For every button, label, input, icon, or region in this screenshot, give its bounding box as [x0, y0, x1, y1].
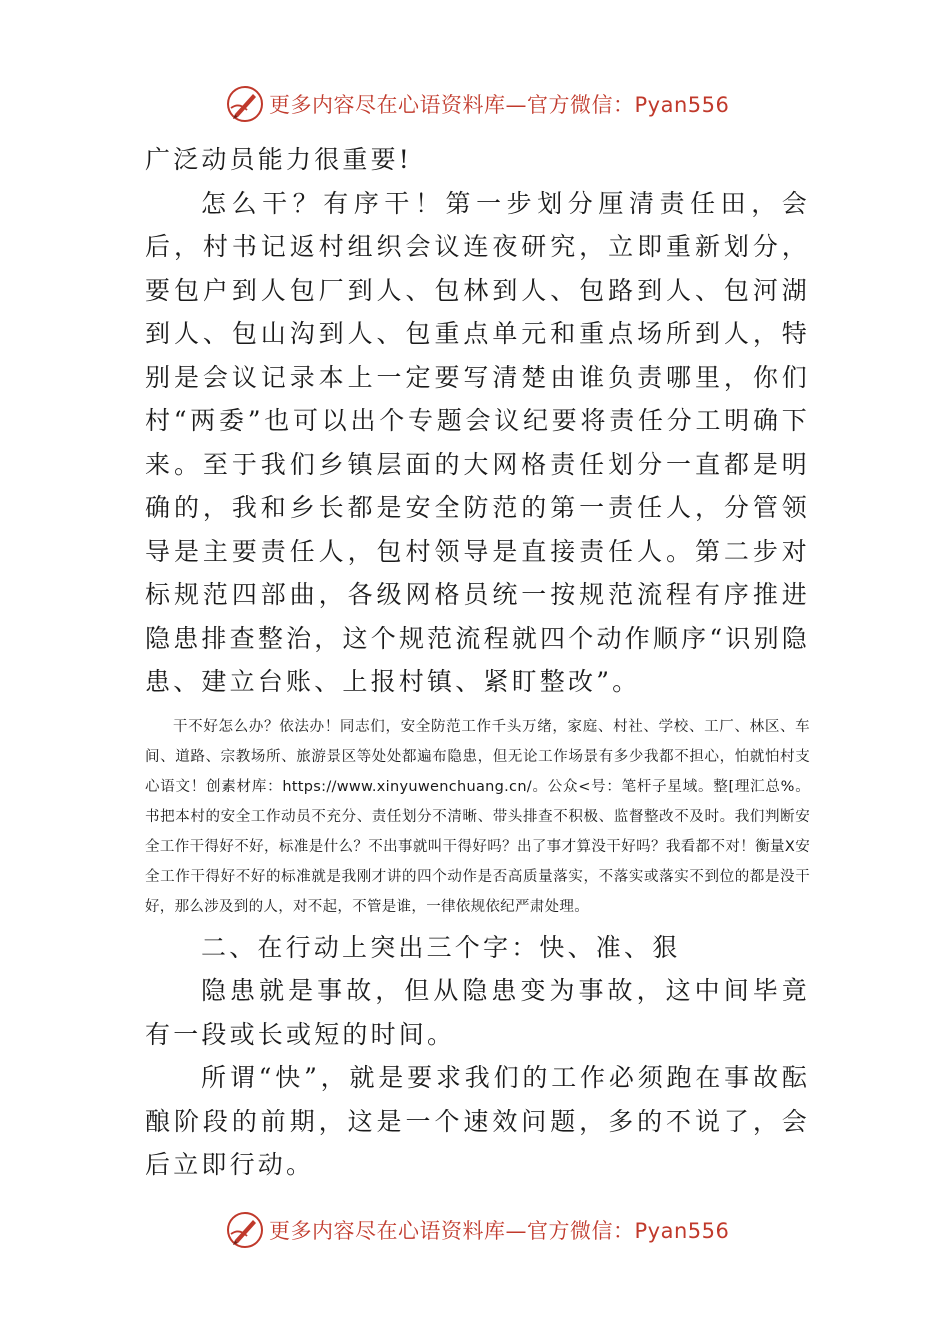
paragraph-4: 隐患就是事故，但从隐患变为事故，这中间毕竟有一段或长或短的时间。: [145, 976, 810, 1049]
pen-logo-icon: [225, 84, 265, 124]
document-body: [145, 138, 810, 1187]
header-banner: [225, 84, 745, 124]
paragraph-3: 干不好怎么办？依法办！同志们，安全防范工作千头万绪，家庭、村社、学校、工厂、林区、车间、道路、宗教场所、旅游景区等处处都遍布隐患，但无论工作场景有多少我都不担心，怕就怕村支心语文！创素材库：https://www.xinyuwenchuang.cn/。公众<号：笔杆子星域。整[理汇总%。书把本村的安全工作动员不充分、责任划分不清晰、带头排查不积极、监督整改不及时。我们判断安全工作干得好不好，标准是什么？不出事就叫干得好吗？出了事才算没干好吗？我看都不对！衡量X安全工作干得好不好的标准就是我刚才讲的四个动作是否高质量落实，不落实或落实不到位的都是没干好，那么涉及到的人，对不起，不管是谁，一律依规依纪严肃处理。: [145, 718, 810, 915]
paragraph-5: 所谓“快”，就是要求我们的工作必须跑在事故酝酿阶段的前期，这是一个速效问题，多的不说了，会后立即行动。: [145, 1063, 810, 1179]
paragraph-2: 怎么干？有序干！第一步划分厘清责任田，会后，村书记返村组织会议连夜研究，立即重新划分，要包户到人包厂到人、包林到人、包路到人、包河湖到人、包山沟到人、包重点单元和重点场所到人，特别是会议记录本上一定要写清楚由谁负责哪里，你们村“两委”也可以出个专题会议纪要将责任分工明确下来。至于我们乡镇层面的大网格责任划分一直都是明确的，我和乡长都是安全防范的第一责任人，分管领导是主要责任人，包村领导是直接责任人。第二步对标规范四部曲，各级网格员统一按规范流程有序推进隐患排查整治，这个规范流程就四个动作顺序“识别隐患、建立台账、上报村镇、紧盯整改”。: [145, 188, 810, 696]
pen-logo-icon: [225, 1210, 265, 1250]
section-heading: 二、在行动上突出三个字：快、准、狠: [201, 932, 681, 962]
header-banner-text: 更多内容尽在心语资料库—官方微信：Pyan556: [269, 93, 730, 117]
footer-banner-text: 更多内容尽在心语资料库—官方微信：Pyan556: [269, 1219, 730, 1243]
paragraph-1: 广泛动员能力很重要!: [145, 145, 413, 174]
footer-banner: [225, 1210, 745, 1250]
